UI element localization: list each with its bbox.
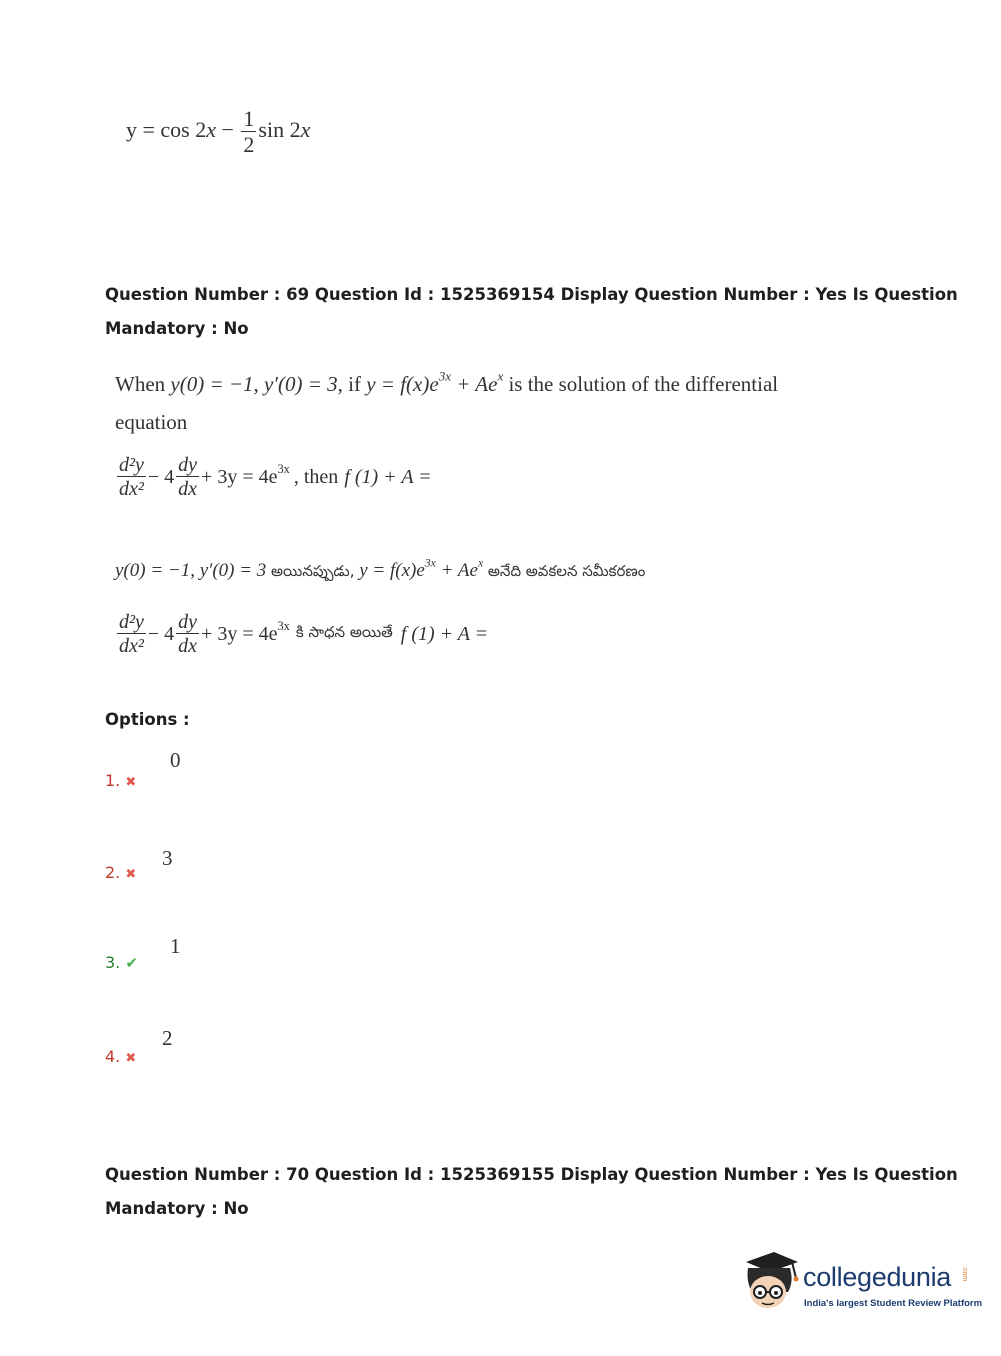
option-3-number: 3.	[105, 953, 121, 972]
formula-minus: −	[216, 117, 240, 143]
q69-equation-word: equation	[115, 410, 188, 434]
wrong-icon: ✖	[125, 867, 137, 882]
te-de-rhs: + $3y = 4e^{3x}$	[201, 618, 290, 645]
wrong-icon: ✖	[125, 775, 137, 790]
option-2-number: 2.	[105, 863, 121, 882]
q69-telugu-de	[115, 612, 488, 656]
option-3-value: 1	[170, 934, 181, 958]
q69-te-target: f (1) + A =	[400, 622, 489, 645]
options-label: Options :	[105, 710, 190, 729]
mascot-icon	[740, 1248, 802, 1314]
correct-check-icon: ✔	[125, 954, 138, 972]
q69-english-line1	[115, 368, 779, 397]
logo-name: collegedunia	[803, 1262, 952, 1292]
q69-initial-conditions: y(0) = −1, y′(0) = 3	[170, 372, 338, 396]
q69-solution: $y = f(x)e^{3x} + Ae^x$	[366, 368, 504, 396]
te-de-second-derivative: $\frac{\text{d²y}}{\text{dx²}}$	[119, 611, 144, 657]
q69-te-solution: $y = f(x)e^{3x} + Ae^x$	[359, 556, 484, 581]
q69-te-initial-conditions: y(0) = −1, y′(0) = 3	[115, 560, 267, 581]
q69-telugu-line1	[115, 556, 646, 584]
de-first-derivative: $\frac{dy}{dx}$	[178, 454, 198, 500]
q70-meta-line1: Question Number : 70 Question Id : 1525369155 Display Question Number : Yes Is Question	[105, 1165, 958, 1184]
formula-var: x	[206, 117, 216, 143]
formula-var-2: x	[300, 117, 311, 143]
option-4[interactable]	[105, 1047, 136, 1066]
option-1[interactable]	[105, 771, 136, 790]
option-1-value: 0	[170, 748, 181, 772]
formula-fraction	[241, 108, 256, 156]
q69-te-then: కి సాధన అయితే	[295, 623, 393, 641]
formula-lhs: y = cos 2	[126, 117, 207, 143]
de-second-derivative: $\frac{\text{d²y}}{\text{dx²}}$	[119, 454, 144, 500]
te-de-minus-four: − 4	[147, 622, 175, 645]
option-4-number: 4.	[105, 1047, 121, 1066]
q69-meta-line2: Mandatory : No	[105, 319, 249, 338]
de-minus-four: − 4	[147, 465, 175, 488]
q69-english-de	[115, 455, 432, 499]
de-rhs: + $3y = 4e^{3x}$	[201, 461, 290, 488]
q70-meta-line2: Mandatory : No	[105, 1199, 249, 1218]
formula-rhs: sin 2	[258, 117, 301, 143]
previous-answer-formula	[126, 108, 310, 156]
formula-frac-num: 1	[243, 106, 255, 131]
q69-te-rest: అనేది అవకలన సమీకరణం	[487, 562, 646, 580]
q69-when: When	[115, 372, 166, 396]
collegedunia-logo[interactable]	[740, 1248, 983, 1318]
wrong-icon: ✖	[125, 1051, 137, 1066]
logo-suffix: .com	[961, 1266, 968, 1282]
q69-te-when: అయినప్పుడు,	[271, 562, 355, 580]
q69-then: , then	[293, 465, 339, 488]
formula-frac-den: 2	[243, 132, 255, 157]
option-2[interactable]	[105, 863, 136, 882]
q69-if: , if	[337, 372, 361, 396]
q69-solution-rest: is the solution of the differential	[508, 372, 779, 396]
option-1-number: 1.	[105, 771, 121, 790]
option-2-value: 3	[162, 846, 173, 870]
q69-meta-line1: Question Number : 69 Question Id : 1525369154 Display Question Number : Yes Is Question	[105, 285, 958, 304]
option-4-value: 2	[162, 1026, 173, 1050]
option-3[interactable]	[105, 953, 138, 972]
te-de-first-derivative: $\frac{dy}{dx}$	[178, 611, 198, 657]
q69-target: f (1) + A =	[344, 465, 432, 488]
logo-tagline: India's largest Student Review Platform	[804, 1298, 983, 1309]
